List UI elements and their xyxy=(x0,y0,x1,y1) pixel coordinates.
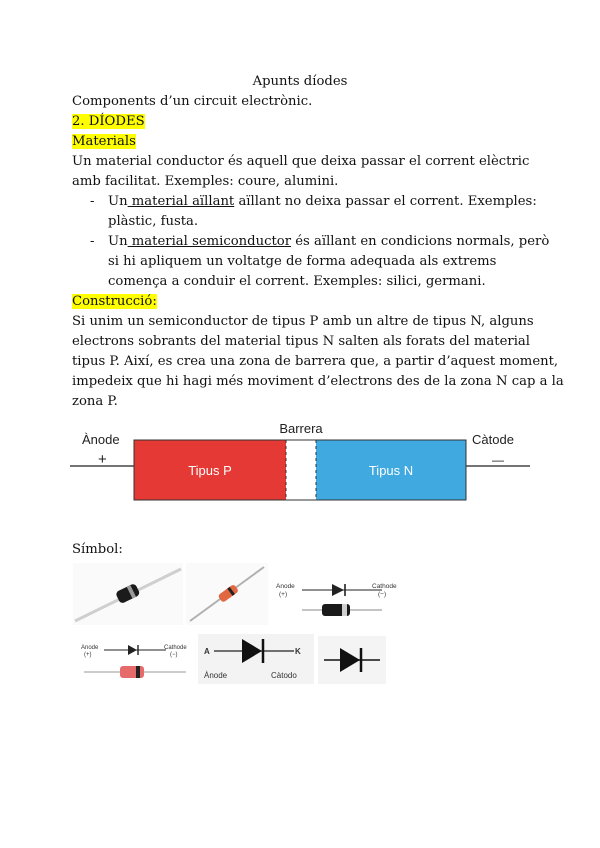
barrier-label: Barrera xyxy=(279,421,323,436)
ak-anode-label: Ànode xyxy=(204,671,228,680)
bullet-1-text: aïllant no deixa passar el corrent. Exemples: xyxy=(234,194,537,209)
subtitle: Components d’un circuit electrònic. xyxy=(72,94,313,109)
diode-photo-black xyxy=(73,563,183,625)
symbol-heading: Símbol: xyxy=(72,542,123,557)
diode-photo-glass-body xyxy=(218,584,239,603)
construction-line-5: zona P. xyxy=(72,394,118,409)
ak-triangle xyxy=(242,639,262,663)
bullet-2-text: és aïllant en condicions normals, però xyxy=(291,234,550,249)
construction-heading: Construcció: xyxy=(72,294,157,309)
construction-line-1: Si unim un semiconductor de tipus P amb un altre de tipus N, alguns xyxy=(72,314,534,329)
section-heading: 2. DÍODES xyxy=(72,114,145,129)
construction-line-2: electrons sobrants del material tipus N salten als forats del material xyxy=(72,334,530,349)
red-cathode-label: Cathode xyxy=(164,645,187,651)
simple-triangle xyxy=(340,648,360,672)
diode-symbol-ak xyxy=(198,634,314,684)
ak-a-label: A xyxy=(204,647,210,656)
schematic-cathode-sign: (−) xyxy=(378,591,387,598)
bullet-2-line-3: comença a conduir el corrent. Exemples: silici, germani. xyxy=(108,274,486,289)
red-cathode-sign: (−) xyxy=(170,652,178,658)
anode-label: Ànode xyxy=(82,432,120,447)
bullet-2-line-2: si hi apliquem un voltatge de forma adequada als extrems xyxy=(108,254,497,269)
diode-symbol-ak-drawing xyxy=(198,634,314,684)
schematic-anode-sign: (+) xyxy=(279,591,288,598)
diode-schematic-labeled-drawing xyxy=(272,563,410,625)
red-anode-sign: (+) xyxy=(84,652,92,658)
bullet-2-pre: Un xyxy=(108,234,128,249)
pn-junction-figure xyxy=(70,420,530,510)
package-band xyxy=(342,604,347,616)
anode-sign: + xyxy=(98,451,107,468)
materials-line-1: Un material conductor és aquell que deixa passar el corrent elèctric xyxy=(72,154,530,169)
diode-schematic-labeled xyxy=(272,563,410,625)
construction-line-4: impedeix que hi hagi més moviment d’electrons des de la zona N cap a la xyxy=(72,374,564,389)
bullet-1-term: material aïllant xyxy=(127,194,235,209)
bullet-1-line-1 xyxy=(108,192,537,212)
materials-heading: Materials xyxy=(72,134,136,149)
bullet-1-pre: Un xyxy=(108,194,128,209)
cathode-label: Càtode xyxy=(472,432,514,447)
barrier-region xyxy=(286,440,316,500)
ak-k-label: K xyxy=(295,647,301,656)
diode-photo-glass-drawing xyxy=(186,563,268,625)
bullet-2-term: material semiconductor xyxy=(127,234,292,249)
bullet-dash: - xyxy=(90,234,95,249)
bullet-1-line-2: plàstic, fusta. xyxy=(108,214,199,229)
n-label: Tipus N xyxy=(368,463,414,478)
diode-symbol-simple xyxy=(318,636,386,684)
bullet-2-line-1 xyxy=(108,232,549,252)
p-label: Tipus P xyxy=(188,463,232,478)
diode-photo-glass xyxy=(186,563,268,625)
red-diode-triangle xyxy=(128,645,137,655)
bullet-dash: - xyxy=(90,194,95,209)
materials-line-2: amb facilitat. Exemples: coure, alumini. xyxy=(72,174,339,189)
red-package-band xyxy=(136,666,140,678)
red-package-body xyxy=(120,666,144,678)
red-anode-label: Anode xyxy=(81,645,99,651)
page-title: Apunts díodes xyxy=(252,74,348,89)
schematic-anode-label: Anode xyxy=(276,583,295,590)
diode-symbol-simple-drawing xyxy=(318,636,386,684)
cathode-sign: — xyxy=(492,453,504,467)
diode-photo-black-drawing xyxy=(73,563,183,625)
ak-cathode-label: Càtodo xyxy=(271,671,297,680)
diode-schematic-red-drawing xyxy=(80,638,190,686)
diode-schematic-red xyxy=(80,638,190,686)
construction-line-3: tipus P. Així, es crea una zona de barrera que, a partir d’aquest moment, xyxy=(72,354,559,369)
schematic-cathode-label: Cathode xyxy=(372,583,397,590)
schematic-diode-triangle xyxy=(332,584,344,596)
